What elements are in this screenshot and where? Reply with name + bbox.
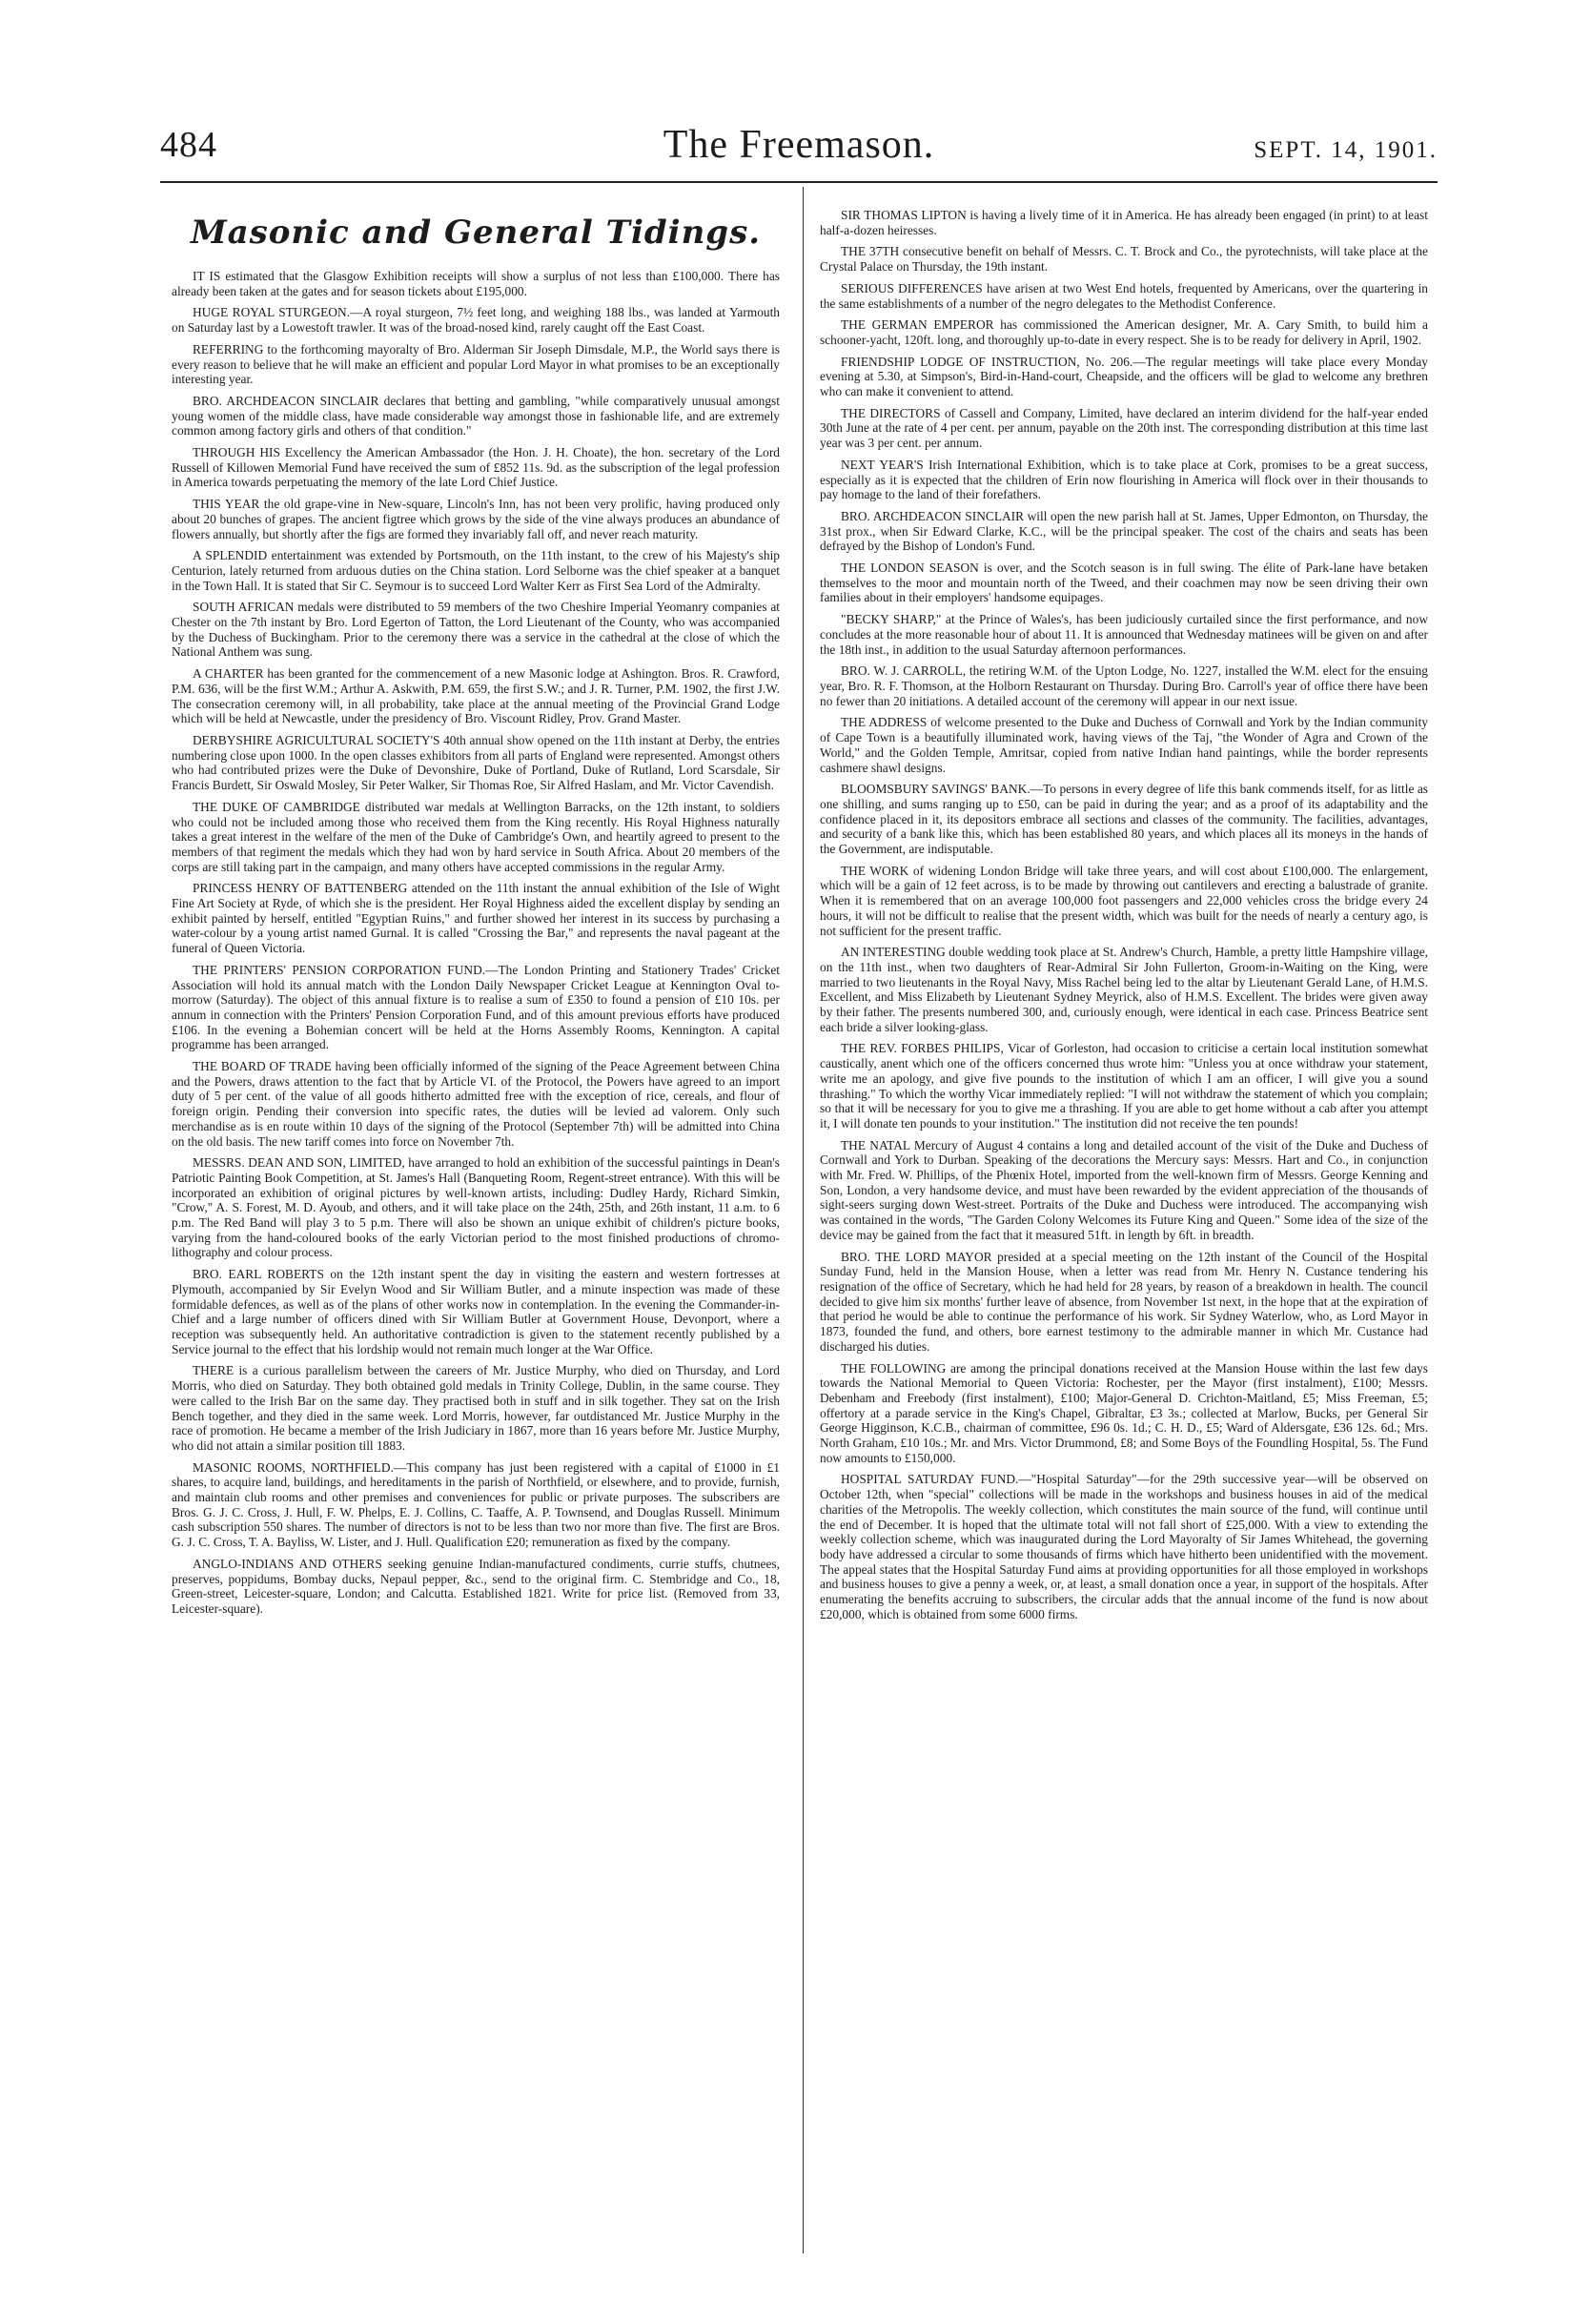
section-heading: Masonic and General Tidings. — [190, 214, 762, 252]
left-column — [172, 208, 780, 2257]
news-paragraph: NEXT YEAR'S Irish International Exhibition, which is to take place at Cork, promises to be a great success, especially as it is expected that the children of Erin now flourishing in America will flock over in their thousands to pay homage to the land of their forefathers. — [820, 457, 1428, 502]
news-paragraph: THE WORK of widening London Bridge will take three years, and will cost about £100,000. The enlargement, which will be a gain of 12 feet across, is to be made by throwing out cantilevers and erecting a balustrade of granite. When it is remembered that on an average 100,000 foot passengers and 22,000 vehicles cross the bridge every 24 hours, it will not be difficult to realise that the present width, which was built for the needs of nearly a century ago, is not sufficient for the present traffic. — [820, 863, 1428, 938]
news-paragraph: THE LONDON SEASON is over, and the Scotch season is in full swing. The élite of Park-lane have betaken themselves to the moor and mountain north of the Tweed, and their coachmen may now be seen driving their own families about in their employers' handsome equipages. — [820, 561, 1428, 605]
news-paragraph: HUGE ROYAL STURGEON.—A royal sturgeon, 7½ feet long, and weighing 188 lbs., was landed at Yarmouth on Saturday last by a Lowestoft trawler. It was of the broad-nosed kind, rarely caught off the East Coast. — [172, 305, 780, 336]
news-paragraph: BRO. W. J. CARROLL, the retiring W.M. of the Upton Lodge, No. 1227, installed the W.M. elect for the ensuing year, Bro. R. F. Thomson, at the Holborn Restaurant on Thursday. During Bro. Carroll's year of office there have been no fewer than 20 initiations. A detailed account of the ceremony will appear in our next issue. — [820, 663, 1428, 708]
news-paragraph: THE FOLLOWING are among the principal donations received at the Mansion House within the last few days towards the National Memorial to Queen Victoria: Rochester, per the Mayor (first instalment), £100; Messrs. Debenham and Freebody (first instalment), £100; Major-General D. Crichton-Maitland, £5; Miss Freeman, £5; offertory at a parade service in the King's Chapel, Gibraltar, £3 3s.; collected at Marlow, Bucks, per General Sir George Higginson, K.C.B., chairman of committee, £96 0s. 1d.; C. H. D., £5; Ward of Aldersgate, £36 12s. 6d.; Mrs. North Graham, £10 10s.; Mr. and Mrs. Victor Drummond, £8; and Some Boys of the Foundling Hospital, 5s. The Fund now amounts to £150,000. — [820, 1360, 1428, 1465]
news-paragraph: THE 37TH consecutive benefit on behalf of Messrs. C. T. Brock and Co., the pyrotechnists, will take place at the Crystal Palace on Thursday, the 19th instant. — [820, 244, 1428, 275]
news-paragraph: THE PRINTERS' PENSION CORPORATION FUND.—The London Printing and Stationery Trades' Cricket Association will hold its annual match with the London Daily Newspaper Cricket League at Kennington Oval to-morrow (Saturday). The object of this annual fixture is to realise a sum of £350 to found a pension of £10 10s. per annum in connection with the Printers' Pension Corporation Fund, and of this amount previous efforts have produced £106. In the evening a Bohemian concert will be held at the Horns Assembly Rooms, Kennington. A capital programme has been arranged. — [172, 962, 780, 1052]
news-paragraph: BRO. THE LORD MAYOR presided at a special meeting on the 12th instant of the Council of the Hospital Sunday Fund, held in the Mansion House, when a letter was read from Mr. Henry N. Custance tendering his resignation of the office of Secretary, which he had held for 28 years, by reason of a breakdown in health. The council decided to give him six months' further leave of absence, from November 1st next, in the hope that at the expiration of that period he would be able to continue the performance of his work. Sir Sydney Waterlow, who, as Lord Mayor in 1873, founded the fund, and others, bore earnest testimony to the admirable manner in which Mr. Custance had discharged his duties. — [820, 1249, 1428, 1354]
news-paragraph: THE BOARD OF TRADE having been officially informed of the signing of the Peace Agreement between China and the Powers, draws attention to the fact that by Article VI. of the Protocol, the Powers have agreed to an import duty of 5 per cent. of the value of all goods hitherto admitted free with the exception of rice, cereals, and flour of foreign origin. Pending their conversion into specific rates, the duties will be levied ad valorem. Only such merchandise as is en route within 10 days of the signing of the Protocol (September 7th) will be admitted into China on the old basis. The new tariff comes into force on November 7th. — [172, 1059, 780, 1149]
issue-date: SEPT. 14, 1901. — [1254, 137, 1438, 163]
news-paragraph: ANGLO-INDIANS AND OTHERS seeking genuine Indian-manufactured condiments, currie stuffs, chutnees, preserves, poppidums, Bombay ducks, Nepaul pepper, &c., send to the original firm. C. Stembridge and Co., 18, Green-street, Leicester-square, London; and Calcutta. Established 1821. Write for price list. (Removed from 33, Leicester-square). — [172, 1556, 780, 1616]
news-paragraph: SOUTH AFRICAN medals were distributed to 59 members of the two Cheshire Imperial Yeomanry companies at Chester on the 7th instant by Bro. Lord Egerton of Tatton, the Lord Lieutenant of the County, who was accompanied by the Duchess of Buckingham. Prior to the ceremony there was a service in the cathedral at the close of which the National Anthem was sung. — [172, 600, 780, 660]
news-paragraph: SERIOUS DIFFERENCES have arisen at two West End hotels, frequented by Americans, over the quartering in the same establishments of a number of the negro delegates to the Methodist Conference. — [820, 280, 1428, 311]
news-paragraph: BRO. EARL ROBERTS on the 12th instant spent the day in visiting the eastern and western fortresses at Plymouth, accompanied by Sir Evelyn Wood and Sir William Butler, and a minute inspection was made of these formidable defences, as well as of the plans of other works now in contemplation. In the evening the Commander-in-Chief and a large number of officers dined with Sir William Butler at Government House, Devonport, where a reception was subsequently held. An authoritative contradiction is given to the statement recently published by a Service journal to the effect that his lordship would not remain much longer at the War Office. — [172, 1267, 780, 1356]
news-paragraph: BLOOMSBURY SAVINGS' BANK.—To persons in every degree of life this bank commends itself, for as little as one shilling, and sums ranging up to £50, can be paid in during the year; and as a proof of its adaptability and the confidence placed in it, its depositors embrace all sections and classes of the community. The facilities, advantages, and security of a bank like this, which has been established 80 years, and which places all its moneys in the hands of the Government, are indisputable. — [820, 782, 1428, 857]
page-header — [160, 122, 1438, 179]
news-paragraph: A SPLENDID entertainment was extended by Portsmouth, on the 11th instant, to the crew of his Majesty's ship Centurion, lately returned from arduous duties on the China station. Lord Selborne was the chief speaker at a banquet in the Town Hall. It is stated that Sir C. Seymour is to succeed Lord Walter Kerr as First Sea Lord of the Admiralty. — [172, 548, 780, 593]
right-column — [820, 208, 1428, 2257]
header-rule — [160, 181, 1438, 183]
news-paragraph: MESSRS. DEAN AND SON, LIMITED, have arranged to hold an exhibition of the successful paintings in Dean's Patriotic Painting Book Competition, at St. James's Hall (Banqueting Room, Regent-street entrance). With this will be incorporated an exhibition of original pictures by well-known artists, including: Dudley Hardy, Richard Simkin, "Crow," A. S. Forest, M. D. Ayoub, and others, and it will take place on the 24th, 25th, and 26th instant, 11 a.m. to 6 p.m. The Red Band will play 3 to 5 p.m. There will also be shown an unique exhibit of children's picture books, varying from the hand-coloured books of the early Victorian period to the most finished productions of chromo-lithography and colour process. — [172, 1155, 780, 1260]
news-paragraph: THERE is a curious parallelism between the careers of Mr. Justice Murphy, who died on Thursday, and Lord Morris, who died on Saturday. They both obtained gold medals in Trinity College, Dublin, in the same course. They were called to the Irish Bar on the same day. They practised both in stuff and in silk together. They sat on the Irish Bench together, and they died in the same week. Lord Morris, however, far outdistanced Mr. Justice Murphy in the race of promotion. He became a member of the Irish Judiciary in 1867, more than 16 years before Mr. Justice Murphy, who did not attain a similar position till 1883. — [172, 1363, 780, 1453]
journal-title: The Freemason. — [663, 123, 935, 167]
news-paragraph: THE DUKE OF CAMBRIDGE distributed war medals at Wellington Barracks, on the 12th instant, to soldiers who could not be included among those who received them from the King recently. His Royal Highness naturally takes a great interest in the welfare of the men of the Duke of Cambridge's Own, and heartily agreed to present to the members of that regiment the medals which they had won by hard service in South Africa. About 20 members of the corps are still taking part in the campaign, and many others have accepted commissions in the regular Army. — [172, 799, 780, 874]
news-paragraph: PRINCESS HENRY OF BATTENBERG attended on the 11th instant the annual exhibition of the Isle of Wight Fine Art Society at Ryde, of which she is the president. Her Royal Highness aided the excellent display by sending an exhibit painted by herself, entitled "Egyptian Ruins," and further showed her interest in its success by purchasing a water-colour by a young artist named Gurnal. It is called "Crossing the Bar," and represents the naval pageant at the funeral of Queen Victoria. — [172, 881, 780, 956]
news-paragraph: THE NATAL Mercury of August 4 contains a long and detailed account of the visit of the Duke and Duchess of Cornwall and York to Durban. Speaking of the decorations the Mercury says: Messrs. Hart and Co., in conjunction with Mr. Fred. W. Phillips, of the Phœnix Hotel, imported from the well-known firm of Messrs. George Kenning and Son, London, a very handsome device, and must have been rewarded by the evident appreciation of the thousands of sight-seers surging down West-street. Portraits of the Duke and Duchess were introduced. The accompanying wish was contained in the words, "The Garden Colony Welcomes its Future King and Queen." Some idea of the size of the device may be gained from the fact that it measured 51ft. in length by 6ft. in breadth. — [820, 1137, 1428, 1242]
news-paragraph: REFERRING to the forthcoming mayoralty of Bro. Alderman Sir Joseph Dimsdale, M.P., the World says there is every reason to believe that he will make an efficient and popular Lord Mayor in what promises to be an exceptionally interesting year. — [172, 341, 780, 387]
news-paragraph: DERBYSHIRE AGRICULTURAL SOCIETY'S 40th annual show opened on the 11th instant at Derby, the entries numbering close upon 1000. In the open classes exhibitors from all parts of England were represented. Amongst others who had contributed prizes were the Duke of Devonshire, Duke of Portland, Duke of Rutland, Lord Scarsdale, Sir Francis Burdett, Sir Oswald Mosley, Sir Peter Walker, Sir Thomas Roe, Sir Alfred Haslam, and Mr. Victor Cavendish. — [172, 732, 780, 793]
page-number: 484 — [160, 125, 217, 165]
news-paragraph: "BECKY SHARP," at the Prince of Wales's, has been judiciously curtailed since the first performance, and now concludes at the more reasonable hour of about 11. It is announced that Wednesday matinees will be given on and after the 18th inst., in addition to the usual Saturday afternoon performances. — [820, 612, 1428, 657]
news-paragraph: BRO. ARCHDEACON SINCLAIR will open the new parish hall at St. James, Upper Edmonton, on Thursday, the 31st prox., when Sir Edward Clarke, K.C., will be the principal speaker. The cost of the chairs and seats has been defrayed by the Bishop of London's Fund. — [820, 508, 1428, 554]
news-paragraph: THE REV. FORBES PHILIPS, Vicar of Gorleston, had occasion to criticise a certain local institution somewhat caustically, anent which one of the officers concerned thus wrote him: "Unless you at once withdraw your statement, write me an apology, and give five pounds to the institution of which I am an officer, I will give you a sound thrashing." To which the worthy Vicar immediately replied: "I will not withdraw the statement of which you complain; so that it will be necessary for you to give me a thrashing. If you are able to get home without a cab after you attempt it, I will donate ten pounds to your institution." The institution did not receive the ten pounds! — [820, 1041, 1428, 1131]
news-paragraph: HOSPITAL SATURDAY FUND.—"Hospital Saturday"—for the 29th successive year—will be observed on October 12th, when "special" collections will be made in the workshops and business houses in aid of the medical charities of the Metropolis. The weekly collection, which constitutes the main source of the fund, will continue until the end of December. It is hoped that the ultimate total will not fall short of £25,000. With a view to extending the weekly collection scheme, which was inaugurated during the Lord Mayoralty of Sir James Whitehead, the governing body have addressed a circular to some thousands of firms which have hitherto been unidentified with the movement. The appeal states that the Hospital Saturday Fund aims at providing opportunities for all those employed in workshops and business houses to give a penny a week, or, at least, a small donation once a year, in support of the hospitals. After enumerating the benefits accruing to subscribers, the circular adds that the annual income of the fund is now about £20,000, which is obtained from some 6000 firms. — [820, 1472, 1428, 1621]
news-paragraph: A CHARTER has been granted for the commencement of a new Masonic lodge at Ashington. Bros. R. Crawford, P.M. 636, will be the first W.M.; Arthur A. Askwith, P.M. 659, the first S.W.; and J. R. Turner, P.M. 1902, the first J.W. The consecration ceremony will, in all probability, take place at the annual meeting of the Provincial Grand Lodge which will be held at Newcastle, under the presidency of Bro. Viscount Ridley, Prov. Grand Master. — [172, 666, 780, 726]
news-paragraph: THE GERMAN EMPEROR has commissioned the American designer, Mr. A. Cary Smith, to build him a schooner-yacht, 120ft. long, and thoroughly up-to-date in every respect. She is to be ready for delivery in April, 1902. — [820, 317, 1428, 347]
news-paragraph: FRIENDSHIP LODGE OF INSTRUCTION, No. 206.—The regular meetings will take place every Monday evening at 5.30, at Simpson's, Bird-in-Hand-court, Cheapside, and the officers will be glad to welcome any brethren who can make it convenient to attend. — [820, 354, 1428, 399]
news-paragraph: BRO. ARCHDEACON SINCLAIR declares that betting and gambling, "while comparatively unusual amongst young women of the middle class, have made considerable way amongst those in fashionable life, and are extremely common among factory girls and others of that condition." — [172, 393, 780, 438]
news-paragraph: THE DIRECTORS of Cassell and Company, Limited, have declared an interim dividend for the half-year ended 30th June at the rate of 4 per cent. per annum, payable on the 20th inst. The corresponding distribution at this time last year was 3 per cent. per annum. — [820, 405, 1428, 451]
news-paragraph: THIS YEAR the old grape-vine in New-square, Lincoln's Inn, has not been very prolific, having produced only about 20 bunches of grapes. The ancient figtree which grows by the side of the vine always produces an abundance of flowers annually, but shortly after the figs are formed they invariably fall off, and never reach maturity. — [172, 497, 780, 541]
news-paragraph: THE ADDRESS of welcome presented to the Duke and Duchess of Cornwall and York by the Indian community of Cape Town is a beautifully illuminated work, having views of the Taj, "the Wonder of Agra and Crown of the World," and the Golden Temple, Amritsar, copied from native Indian hand paintings, while the border represents cashmere shawl designs. — [820, 715, 1428, 775]
news-paragraph: MASONIC ROOMS, NORTHFIELD.—This company has just been registered with a capital of £1000 in £1 shares, to acquire land, buildings, and hereditaments in the parish of Northfield, or elsewhere, and to provide, furnish, and maintain club rooms and other premises and conveniences for public or private purposes. The subscribers are Bros. G. J. C. Cross, J. Hull, F. W. Phelps, E. J. Collins, C. Taaffe, A. P. Townsend, and Douglas Russell. Minimum cash subscription 550 shares. The number of directors is not to be less than two nor more than five. The first are Bros. G. J. C. Cross, T. A. Bayliss, W. Lister, and J. Hull. Qualification £20; remuneration as fixed by the company. — [172, 1459, 780, 1550]
news-paragraph: SIR THOMAS LIPTON is having a lively time of it in America. He has already been engaged (in print) to at least half-a-dozen heiresses. — [820, 208, 1428, 237]
news-paragraph: AN INTERESTING double wedding took place at St. Andrew's Church, Hamble, a pretty little Hampshire village, on the 11th inst., when two daughters of Rear-Admiral Sir John Fullerton, Groom-in-Waiting on the King, were married to two lieutenants in the Royal Navy, Miss Rachel being led to the altar by Lieutenant Gerald Lane, of H.M.S. Excellent, and Miss Elizabeth by Lieutenant Sydney Meyrick, also of H.M.S. Excellent. The brides were given away by their father. The presents numbered 300, and, curiously enough, were identical in each case. Princess Beatrice sent each bride a silver looking-glass. — [820, 945, 1428, 1034]
column-divider — [803, 187, 804, 2253]
news-paragraph: IT IS estimated that the Glasgow Exhibition receipts will show a surplus of not less than £100,000. There has already been taken at the gates and for season tickets about £195,000. — [172, 269, 780, 298]
news-paragraph: THROUGH HIS Excellency the American Ambassador (the Hon. J. H. Choate), the hon. secretary of the Lord Russell of Killowen Memorial Fund have received the sum of £852 11s. 9d. as the subscription of the legal profession in America towards perpetuating the memory of the late Lord Chief Justice. — [172, 445, 780, 490]
